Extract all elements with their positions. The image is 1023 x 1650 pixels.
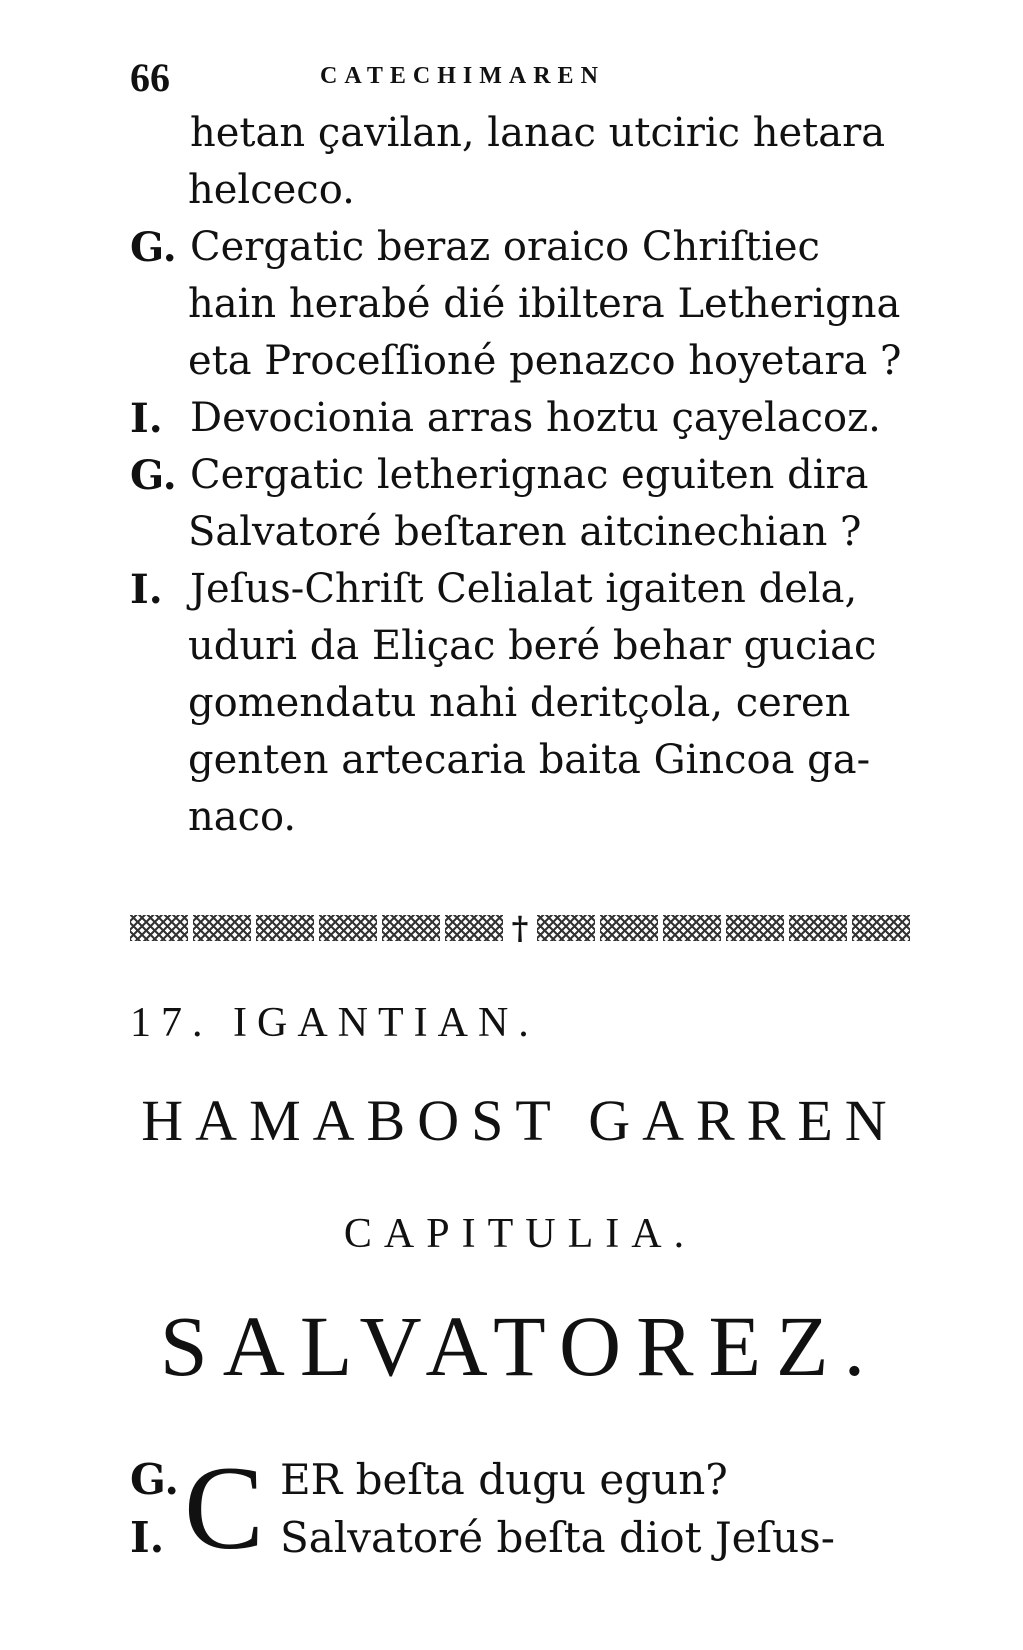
speaker-label: G. <box>130 1455 179 1504</box>
dialog-text: Salvatoré beſtaren aitcinechian ? <box>188 509 862 555</box>
dialog-text: uduri da Eliçac beré behar guciac <box>188 623 877 669</box>
speaker-label: I. <box>130 566 163 613</box>
dialog-text: Cergatic beraz oraico Chriſtiec <box>190 224 820 270</box>
dialog-text: gomendatu nahi deritçola, ceren <box>188 680 851 726</box>
ornament-piece <box>445 915 503 941</box>
dialog-line <box>130 447 910 504</box>
ornament-piece <box>852 915 910 941</box>
ornament-piece <box>726 915 784 941</box>
dialog-text: Devocionia arras hoztu çayelacoz. <box>190 395 881 441</box>
dialog-text: Jeſus-Chriſt Celialat igaiten dela, <box>190 566 858 612</box>
speaker-label: I. <box>130 1513 165 1562</box>
decorative-ornament-band <box>130 910 910 946</box>
ornament-piece <box>537 915 595 941</box>
dialog-text: genten artecaria baita Gincoa ga- <box>188 737 871 783</box>
ornament-piece <box>256 915 314 941</box>
dialog-line <box>130 732 910 789</box>
chapter-title-line-2: CAPITULIA. <box>343 1211 697 1257</box>
chapter-title-line-3: SALVATOREZ. <box>159 1298 881 1394</box>
dialog-line <box>130 390 910 447</box>
dialog-line <box>130 276 910 333</box>
ornament-piece <box>789 915 847 941</box>
dialog-text: Cergatic letherignac eguiten dira <box>190 452 869 498</box>
dialog-line <box>130 789 910 846</box>
running-head: CATECHIMAREN <box>320 63 605 89</box>
page-header <box>130 55 910 108</box>
dialog-line <box>130 219 910 276</box>
drop-cap-letter: C <box>184 1441 265 1574</box>
opening-text-1: ER beſta dugu egun? <box>280 1455 728 1504</box>
chapter-title-line-1: HAMABOST GARREN <box>141 1088 899 1153</box>
dialog-line <box>130 162 910 219</box>
speaker-label: G. <box>130 224 177 271</box>
chapter-number: 17. IGANTIAN. <box>130 1000 539 1046</box>
dialog-line <box>130 675 910 732</box>
cross-icon: † <box>511 910 529 946</box>
dialog-line <box>130 333 910 390</box>
dialog-text-block <box>130 105 910 846</box>
speaker-label: I. <box>130 395 163 442</box>
ornament-piece <box>663 915 721 941</box>
ornament-piece <box>193 915 251 941</box>
dialog-text: hain herabé dié ibiltera Letherigna <box>188 281 901 327</box>
opening-dialog <box>130 1441 910 1590</box>
dialog-text: hetan çavilan, lanac utciric hetara <box>190 110 886 156</box>
ornament-piece <box>600 915 658 941</box>
ornament-piece <box>319 915 377 941</box>
ornament-piece <box>130 915 188 941</box>
ornament-piece <box>382 915 440 941</box>
dialog-text: helceco. <box>188 167 355 213</box>
dialog-line <box>130 561 910 618</box>
speaker-label: G. <box>130 452 177 499</box>
page-number: 66 <box>130 55 170 100</box>
opening-text-2: Salvatoré beſta diot Jeſus- <box>280 1513 835 1562</box>
dialog-text: eta Proceſſioné penazco hoyetara ? <box>188 338 902 384</box>
dialog-text: naco. <box>188 794 297 840</box>
dialog-line <box>130 504 910 561</box>
dialog-line <box>130 105 910 162</box>
dialog-line <box>130 618 910 675</box>
